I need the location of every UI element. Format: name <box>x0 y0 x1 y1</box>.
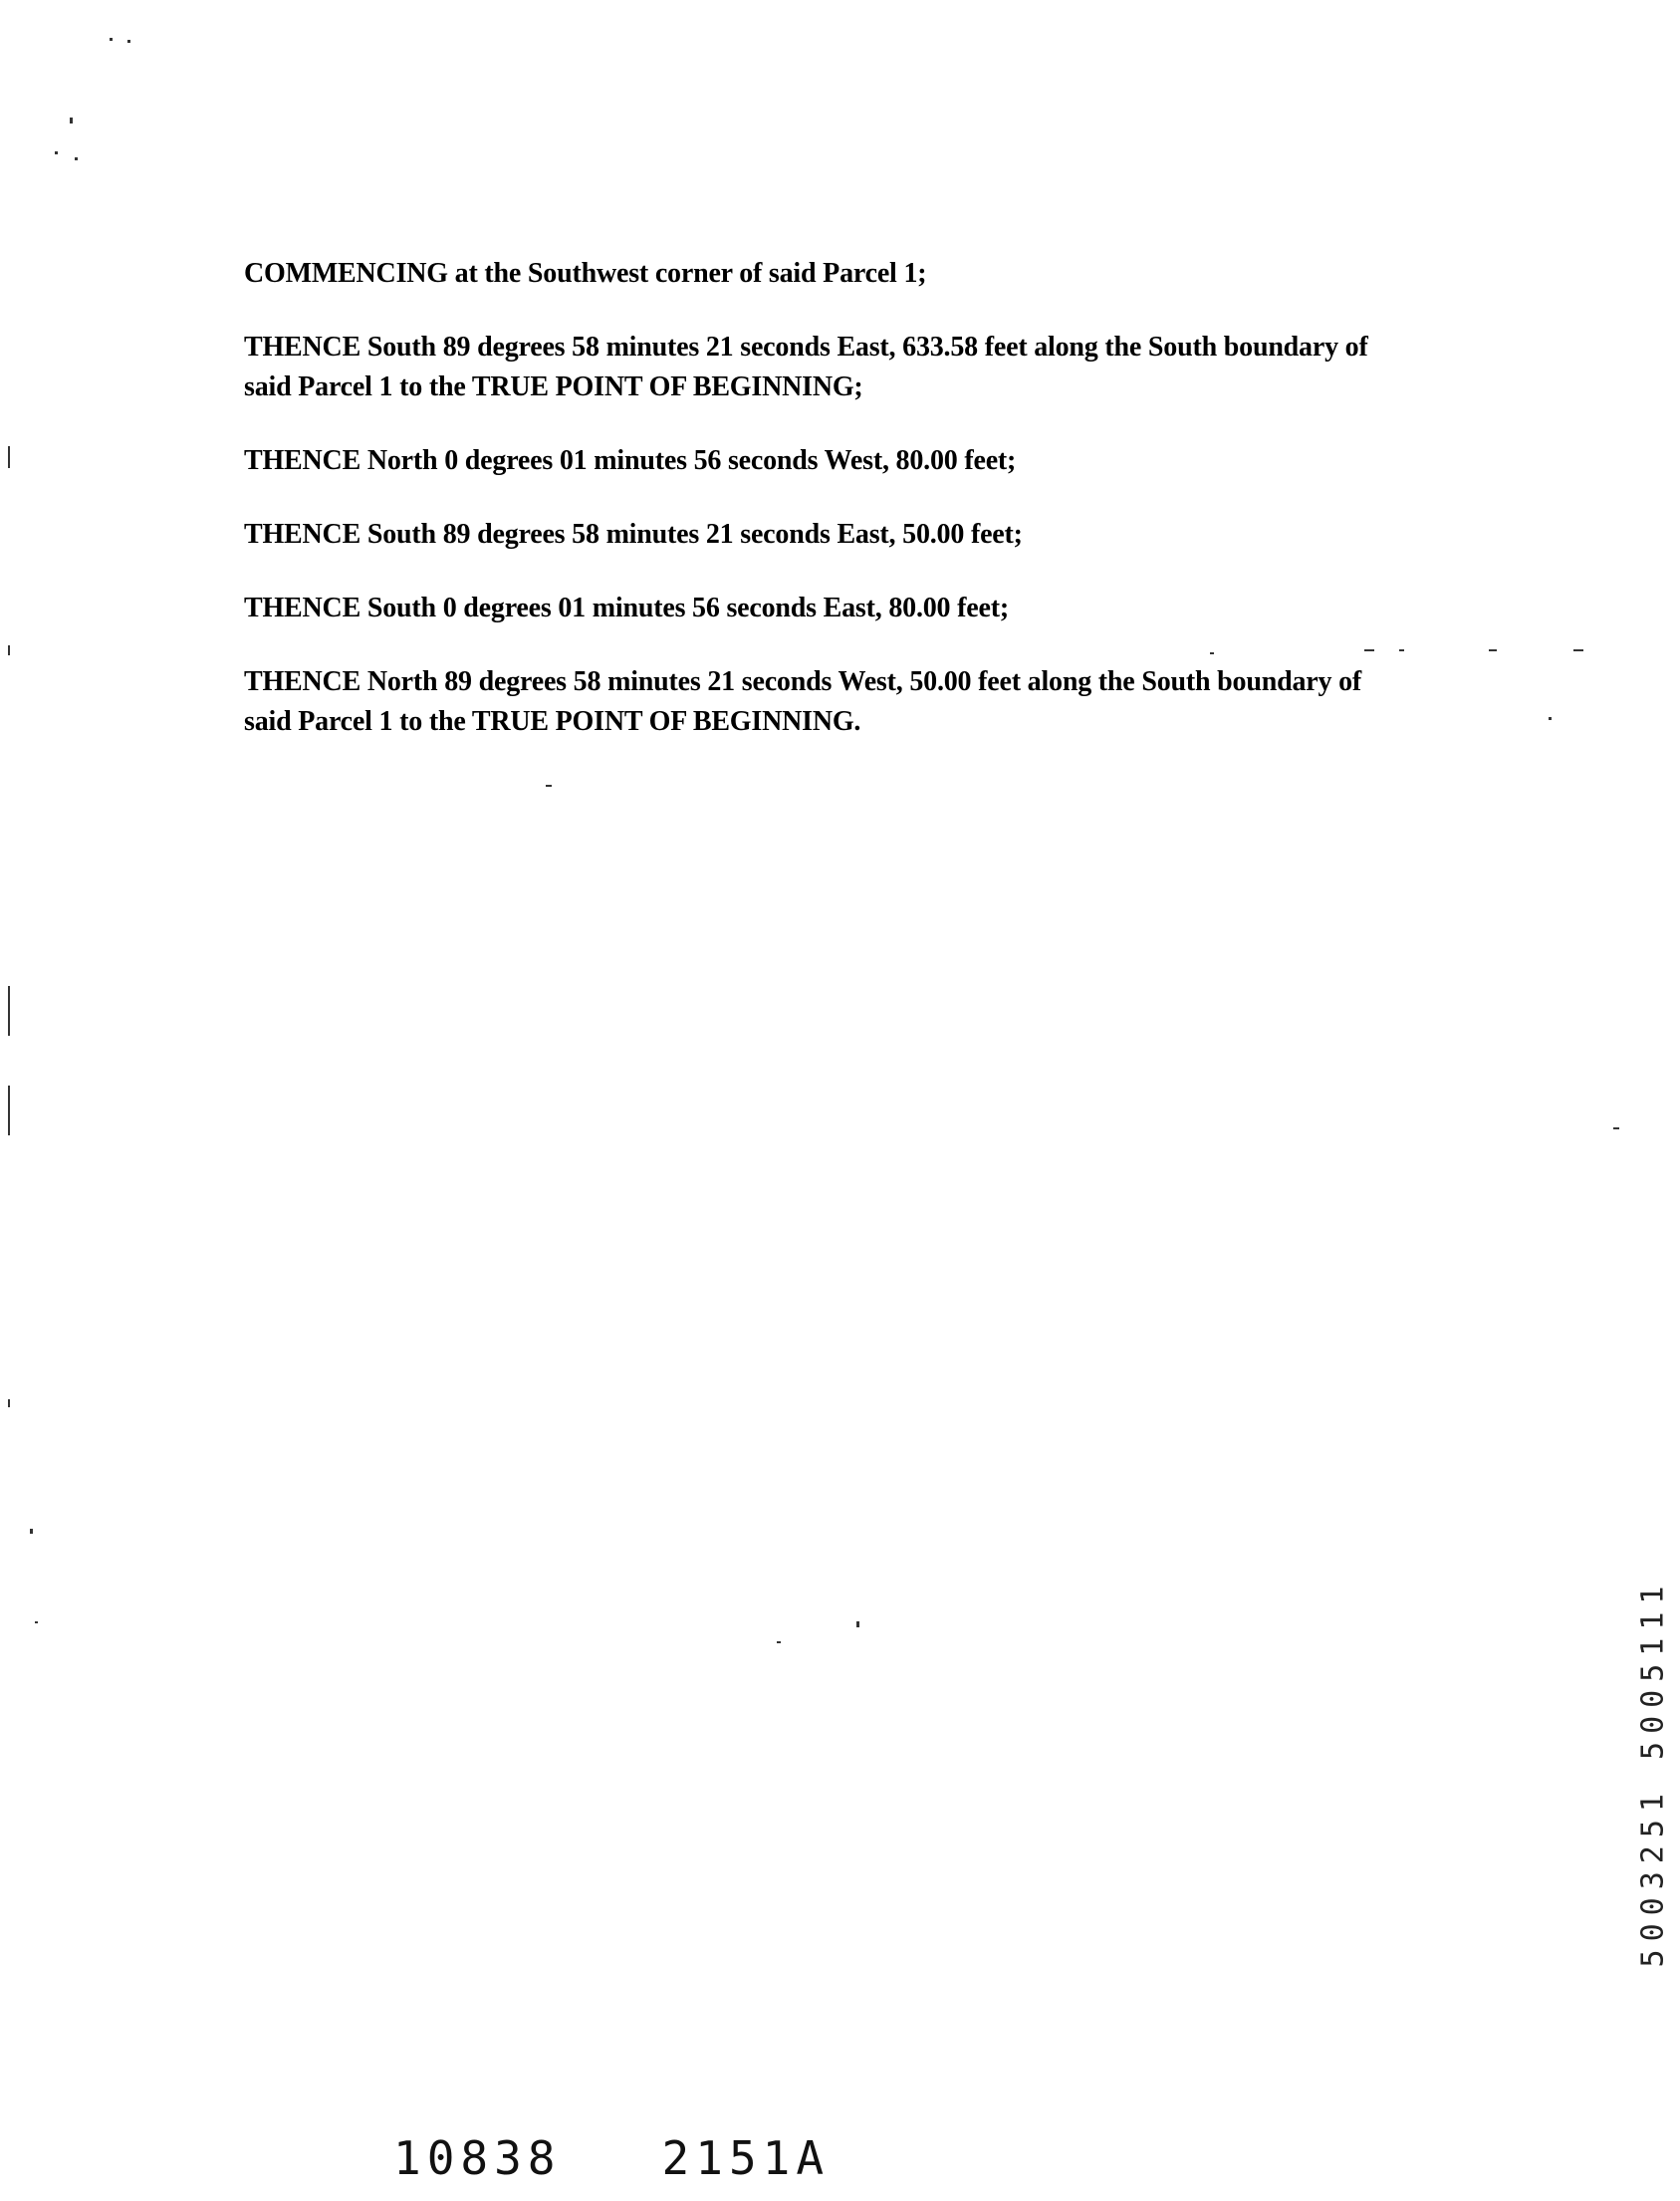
scan-speck <box>8 446 10 468</box>
scan-speck <box>1549 717 1552 720</box>
paragraph-commencing: COMMENCING at the Southwest corner of said Parcel 1; <box>244 258 927 289</box>
paragraph-course-5: THENCE North 89 degrees 58 minutes 21 seconds West, 50.00 feet along the South boundary of said Parcel 1 to the TRUE POINT OF BEGINNING. <box>244 666 1362 737</box>
scan-speck <box>1210 652 1214 654</box>
scan-speck <box>1364 649 1374 651</box>
legal-description <box>244 254 1379 776</box>
scan-speck <box>35 1621 38 1623</box>
scan-speck <box>1399 649 1404 651</box>
scan-speck <box>55 151 58 154</box>
paragraph-course-3: THENCE South 89 degrees 58 minutes 21 seconds East, 50.00 feet; <box>244 519 1023 550</box>
scan-speck <box>8 1086 10 1135</box>
scan-speck <box>1573 649 1583 651</box>
recording-number: 10838 2151A <box>393 2131 831 2185</box>
paragraph-course-4: THENCE South 0 degrees 01 minutes 56 seconds East, 80.00 feet; <box>244 593 1009 623</box>
paragraph-course-2: THENCE North 0 degrees 01 minutes 56 seconds West, 80.00 feet; <box>244 445 1017 476</box>
scan-speck <box>777 1641 781 1643</box>
scan-speck <box>8 645 10 655</box>
scan-speck <box>8 986 10 1036</box>
scan-speck <box>75 157 78 160</box>
scan-speck <box>856 1621 859 1627</box>
side-stamp <box>1633 1578 1673 1968</box>
paragraph-course-1: THENCE South 89 degrees 58 minutes 21 seconds East, 633.58 feet along the South boundary of said Parcel 1 to the TRUE POINT OF BEGINNING; <box>244 332 1368 402</box>
scan-speck <box>8 1399 10 1407</box>
scan-speck <box>1489 649 1497 651</box>
scan-speck <box>1613 1127 1619 1129</box>
scan-speck <box>546 785 552 787</box>
scan-speck <box>30 1529 33 1534</box>
scan-speck <box>127 40 130 43</box>
scan-speck <box>70 118 73 123</box>
scan-speck <box>110 38 113 41</box>
side-stamp-text: 5003251 5005111 <box>1635 1578 1671 1968</box>
